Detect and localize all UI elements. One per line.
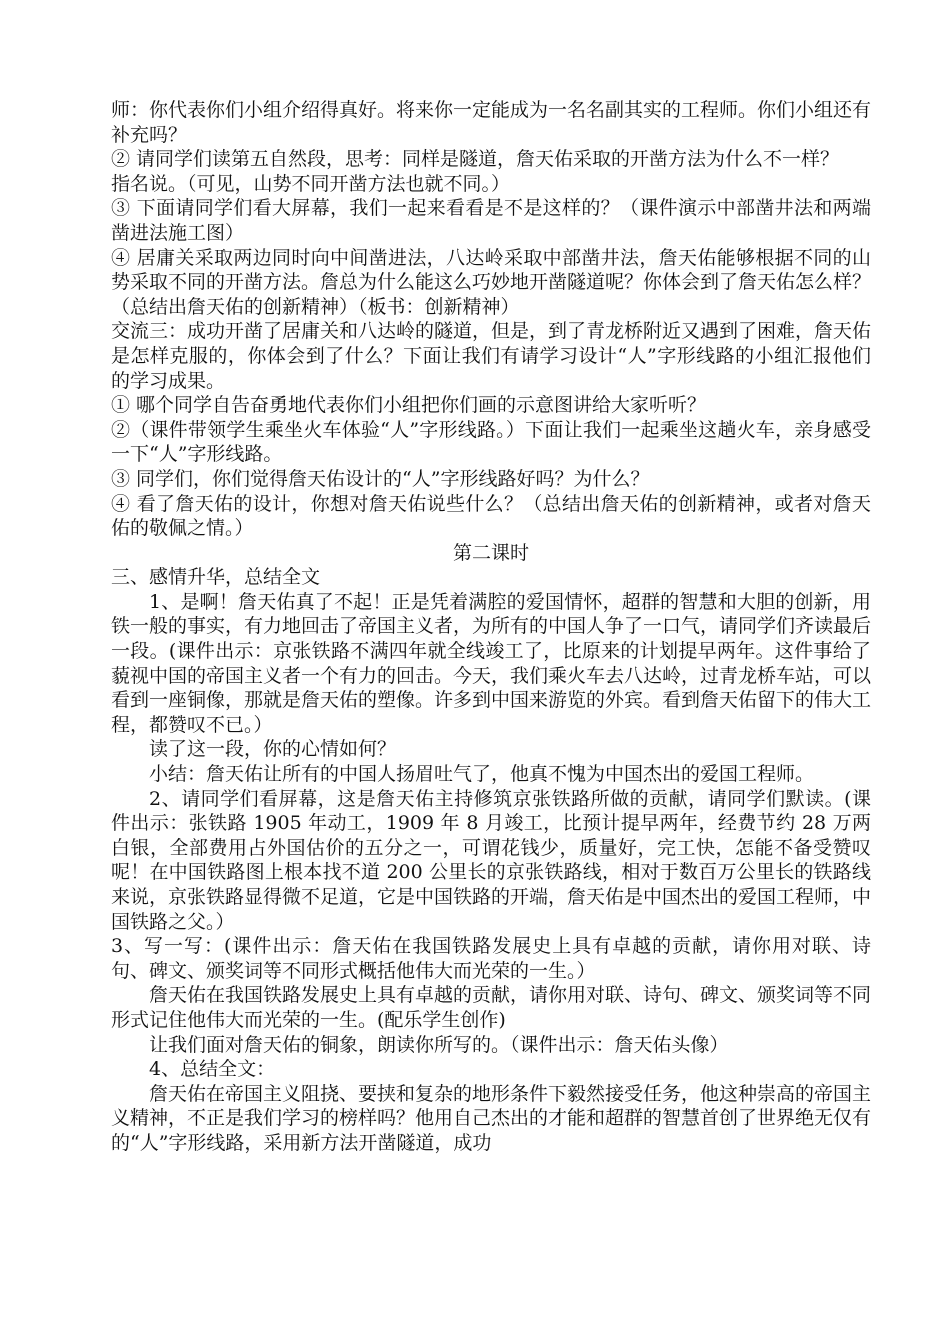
paragraph: 詹天佑在帝国主义阻挠、要挟和复杂的地形条件下毅然接受任务，他这种崇高的帝国主义精神，不正是我们学习的榜样吗？他用自己杰出的才能和超群的智慧首创了世界绝无仅有的“人”字形线路，采用新方法开凿隧道，成功 <box>111 1082 872 1154</box>
paragraph: 3、写一写：(课件出示：詹天佑在我国铁路发展史上具有卓越的贡献，请你用对联、诗句、碑文、颁奖词等不同形式概括他伟大而光荣的一生。） <box>111 935 871 982</box>
paragraph: ② 请同学们读第五自然段，思考：同样是隧道，詹天佑采取的开凿方法为什么不一样？ <box>111 148 840 171</box>
paragraph: ②（课件带领学生乘坐火车体验“人”字形线路。）下面让我们一起乘坐这趟火车，亲身感受一下“人”字形线路。 <box>111 418 871 466</box>
paragraph: ③ 同学们，你们觉得詹天佑设计的“人”字形线路好吗？为什么？ <box>111 467 650 490</box>
paragraph: ③ 下面请同学们看大屏幕，我们一起来看看是不是这样的？（课件演示中部凿井法和两端凿进法施工图） <box>111 197 871 244</box>
paragraph: 交流三：成功开凿了居庸关和八达岭的隧道，但是，到了青龙桥附近又遇到了困难，詹天佑是怎样克服的，你体会到了什么？下面让我们有请学习设计“人”字形线路的小组汇报他们的学习成果。 <box>111 320 872 392</box>
paragraph: 小结：詹天佑让所有的中国人扬眉吐气了，他真不愧为中国杰出的爱国工程师。 <box>149 763 815 786</box>
paragraph: ④ 居庸关采取两边同时向中间凿进法，八达岭采取中部凿井法，詹天佑能够根据不同的山势采取不同的开凿方法。詹总为什么能这么巧妙地开凿隧道呢？你体会到了詹天佑怎么样？（总结出詹天佑的创新精神）（板书：创新精神） <box>111 246 872 318</box>
paragraph: 指名说。（可见，山势不同开凿方法也就不同。） <box>111 172 511 195</box>
section-title: 第二课时 <box>452 541 529 564</box>
paragraph: 1、是啊！詹天佑真了不起！正是凭着满腔的爱国情怀，超群的智慧和大胆的创新，用铁一般的事实，有力地回击了帝国主义者，为所有的中国人争了一口气，请同学们齐读最后一段。(课件出示：京张铁路不满四年就全线竣工了，比原来的计划提早两年。这件事给了藐视中国的帝国主义者一个有力的回击。今天，我们乘火车去八达岭，过青龙桥车站，可以看到一座铜像，那就是詹天佑的塑像。许多到中国来游览的外宾。看到詹天佑留下的伟大工程，都赞叹不已。） <box>111 590 872 736</box>
paragraph: ④ 看了詹天佑的设计，你想对詹天佑说些什么？（总结出詹天佑的创新精神，或者对詹天佑的敬佩之情。） <box>111 492 871 540</box>
paragraph: 2、请同学们看屏幕，这是詹天佑主持修筑京张铁路所做的贡献，请同学们默读。(课件出示：张铁路 1905 年动工，1909 年 8 月竣工，比预计提早两年，经费节约 28 万两白银，全部费用占外国估价的五分之一，可谓花钱少，质量好，完工快，怎能不备受赞叹呢！在中国铁路图上根本找不道 200 公里长的京张铁路线，相对于数百万公里长的铁路线来说，京张铁路显得微不足道，它是中国铁路的开端，詹天佑是中国杰出的爱国工程师，中国铁路之父。） <box>111 787 872 933</box>
paragraph: 让我们面对詹天佑的铜象，朗读你所写的。（课件出示：詹天佑头像） <box>149 1033 729 1056</box>
paragraph: 师：你代表你们小组介绍得真好。将来你一定能成为一名名副其实的工程师。你们小组还有补充吗？ <box>111 99 872 146</box>
section-heading: 三、感情升华，总结全文 <box>111 566 321 589</box>
paragraph: 4、总结全文： <box>149 1058 276 1081</box>
paragraph: 詹天佑在我国铁路发展史上具有卓越的贡献，请你用对联、诗句、碑文、颁奖词等不同形式记住他伟大而光荣的一生。(配乐学生创作) <box>111 984 872 1031</box>
paragraph: 读了这一段，你的心情如何？ <box>149 738 397 761</box>
paragraph: ① 哪个同学自告奋勇地代表你们小组把你们画的示意图讲给大家听听？ <box>111 394 707 417</box>
document-body <box>111 98 871 1156</box>
